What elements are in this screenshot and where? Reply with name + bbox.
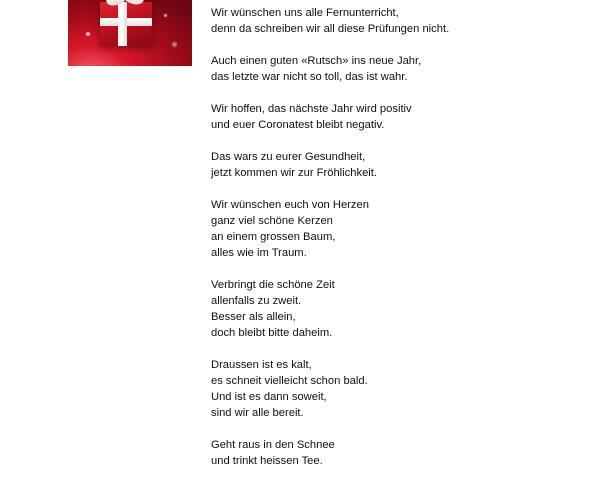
poem-line: sind wir alle bereit. bbox=[211, 407, 304, 419]
sparkle-icon bbox=[164, 14, 167, 17]
poem-line: jetzt kommen wir zur Fröhlichkeit. bbox=[211, 167, 377, 179]
poem-stanza bbox=[211, 277, 581, 341]
poem-line: Draussen ist es kalt, bbox=[211, 359, 312, 371]
poem-line: Das wars zu eurer Gesundheit, bbox=[211, 151, 366, 163]
poem-line: und trinkt heissen Tee. bbox=[211, 455, 323, 467]
poem-line: ganz viel schöne Kerzen bbox=[211, 215, 333, 227]
poem-line: Wir hoffen, das nächste Jahr wird positiv bbox=[211, 103, 412, 115]
poem-stanza bbox=[211, 101, 581, 133]
ribbon-vertical-shape bbox=[118, 2, 127, 46]
poem-line: Und ist es dann soweit, bbox=[211, 391, 327, 403]
poem-stanza bbox=[211, 149, 581, 181]
poem-line: und euer Coronatest bleibt negativ. bbox=[211, 119, 385, 131]
poem-stanza bbox=[211, 437, 581, 469]
poem-line: Auch einen guten «Rutsch» ins neue Jahr, bbox=[211, 55, 422, 67]
christmas-gift-image bbox=[68, 0, 192, 66]
poem-line: Wir wünschen euch von Herzen bbox=[211, 199, 369, 211]
sparkle-icon bbox=[86, 32, 90, 36]
poem-line: an einem grossen Baum, bbox=[211, 231, 336, 243]
poem-text bbox=[211, 5, 581, 485]
poem-stanza bbox=[211, 197, 581, 261]
poem-line: denn da schreiben wir all diese Prüfungen nicht. bbox=[211, 23, 450, 35]
poem-line: alles wie im Traum. bbox=[211, 247, 307, 259]
poem-stanza bbox=[211, 5, 581, 37]
poem-line: Verbringt die schöne Zeit bbox=[211, 279, 335, 291]
poem-line: Besser als allein, bbox=[211, 311, 296, 323]
poem-line: das letzte war nicht so toll, das ist wahr. bbox=[211, 71, 408, 83]
poem-line: doch bleibt bitte daheim. bbox=[211, 327, 333, 339]
sparkle-icon bbox=[172, 42, 177, 47]
poem-stanza bbox=[211, 357, 581, 421]
poem-line: allenfalls zu zweit. bbox=[211, 295, 302, 307]
poem-line: Geht raus in den Schnee bbox=[211, 439, 335, 451]
poem-stanza bbox=[211, 53, 581, 85]
poem-line: Wir wünschen uns alle Fernunterricht, bbox=[211, 7, 399, 19]
poem-line: es schneit vielleicht schon bald. bbox=[211, 375, 368, 387]
